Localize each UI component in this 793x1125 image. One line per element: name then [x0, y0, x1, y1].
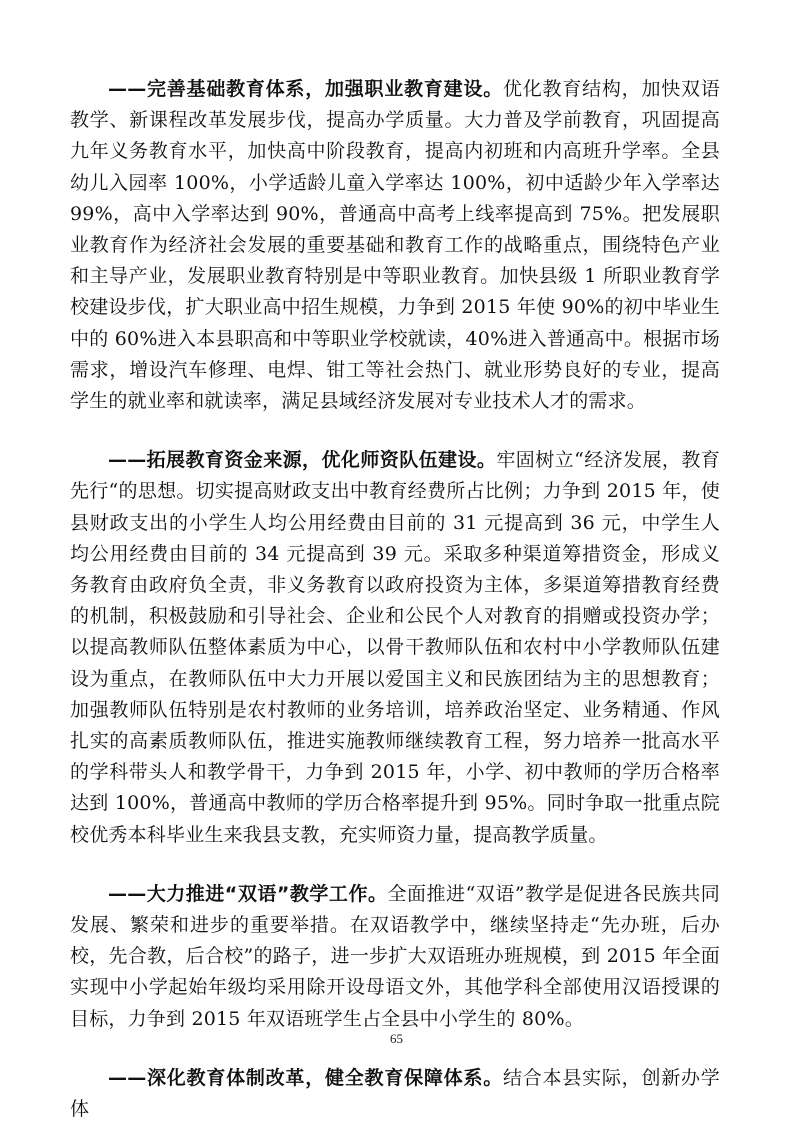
paragraph-body: 结合本县实际，创新办学体 — [70, 1066, 720, 1121]
paragraph-heading: ——完善基础教育体系，加强职业教育建设。 — [108, 78, 503, 100]
paragraph-body: 牢固树立“经济发展，教育先行“的思想。切实提高财政支出中教育经费所占比例；力争到 2015 年，使县财政支出的小学生人均公用经费由目前的 31 元提高到 36 元，中学生人均公用经费由目前的 34 元提高到 39 元。采取多种渠道筹措资金，形成义务教育由政府负全责，非义务教育以政府投资为主体，多渠道筹措教育经费的机制，积极鼓励和引导社会、企业和公民个人对教育的捐赠或投资办学；以提高教师队伍整体素质为中心，以骨干教师队伍和农村中小学教师队伍建设为重点，在教师队伍中大力开展以爱国主义和民族团结为主的思想教育；加强教师队伍特别是农村教师的业务培训，培养政治坚定、业务精通、作风扎实的高素质教师队伍，推进实施教师继续教育工程，努力培养一批高水平的学科带头人和教学骨干，力争到 2015 年，小学、初中教师的学历合格率达到 100%，普通高中教师的学历合格率提升到 95%。同时争取一批重点院校优秀本科毕业生来我县支教，充实师资力量，提高教学质量。 — [70, 449, 720, 846]
paragraph-basic-education — [70, 74, 720, 417]
paragraph-education-funding — [70, 445, 720, 851]
paragraph-heading: ——大力推进“双语”教学工作。 — [108, 882, 388, 905]
paragraph-body: 优化教育结构，加快双语教学、新课程改革发展步伐，提高办学质量。大力普及学前教育，巩固提高九年义务教育水平，加快高中阶段教育，提高内初班和内高班升学率。全县幼儿入园率 100%，小学适龄儿童入学率达 100%，初中适龄少年入学率达 99%，高中入学率达到 90%，普通高中高考上线率提高到 75%。把发展职业教育作为经济社会发展的重要基础和教育工作的战略重点，围绕特色产业和主导产业，发展职业教育特别是中等职业教育。加快县级 1 所职业教育学校建设步伐，扩大职业高中招生规模，力争到 2015 年使 90%的初中毕业生中的 60%进入本县职高和中等职业学校就读，40%进入普通高中。根据市场需求，增设汽车修理、电焊、钳工等社会热门、就业形势良好的专业，提高学生的就业率和就读率，满足县域经济发展对专业技术人才的需求。 — [70, 78, 720, 413]
paragraph-heading: ——拓展教育资金来源，优化师资队伍建设。 — [108, 449, 497, 472]
paragraph-education-reform — [70, 1063, 720, 1125]
document-page — [70, 74, 720, 1125]
paragraph-body: 全面推进“双语”教学是促进各民族共同发展、繁荣和进步的重要举措。在双语教学中，继续坚持走“先办班，后办校，先合教，后合校”的路子，进一步扩大双语班办班规模，到 2015 年全面实现中小学起始年级均采用除开设母语文外，其他学科全部使用汉语授课的目标，力争到 2015 年双语班学生占全县中小学生的 80%。 — [70, 882, 720, 1030]
page-number: 65 — [390, 1031, 403, 1046]
paragraph-bilingual-teaching — [70, 879, 720, 1035]
paragraph-heading: ——深化教育体制改革，健全教育保障体系。 — [108, 1066, 503, 1089]
